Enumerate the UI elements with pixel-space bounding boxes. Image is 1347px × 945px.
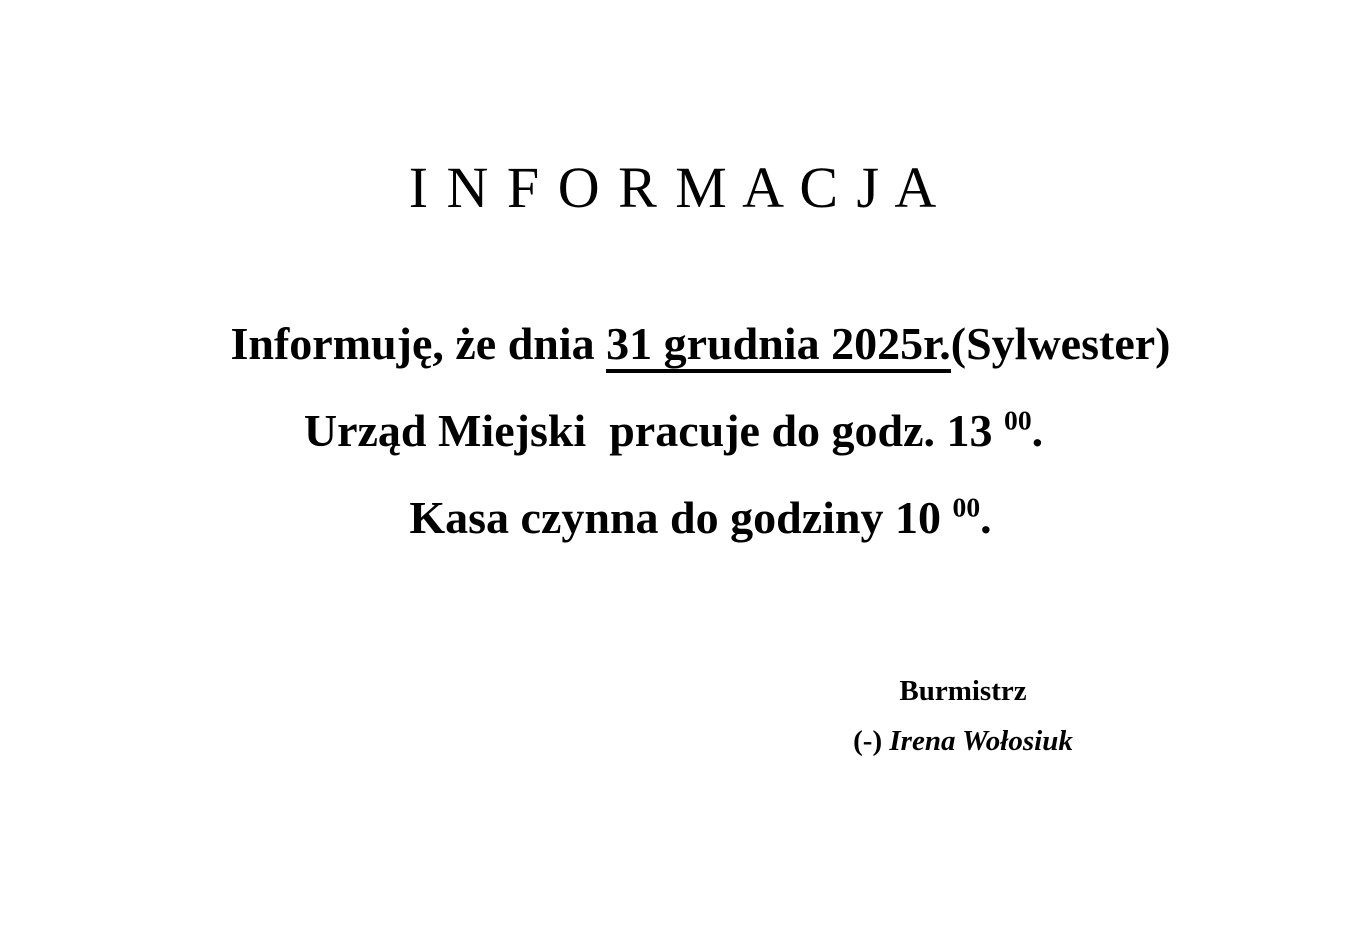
line2-text: Urząd Miejski pracuje do godz. 13 bbox=[303, 405, 1005, 456]
notice-line-1 bbox=[27, 300, 1347, 387]
line1-prefix: Informuję, że dnia bbox=[230, 318, 607, 369]
line1-suffix: (Sylwester) bbox=[950, 318, 1171, 369]
line2-period: . bbox=[1031, 405, 1044, 456]
line1-date-underlined: 31 grudnia 2025r. bbox=[606, 318, 951, 373]
notice-title: I N F O R M A C J A bbox=[408, 155, 939, 220]
signature-name-line bbox=[773, 723, 1153, 759]
signature-name: Irena Wołosiuk bbox=[889, 725, 1073, 757]
notice-line-3 bbox=[27, 474, 1347, 561]
notice-body bbox=[0, 300, 1347, 561]
signature-block bbox=[773, 673, 1153, 759]
signature-sign-prefix: (-) bbox=[853, 725, 890, 757]
signature-role: Burmistrz bbox=[899, 675, 1027, 707]
line3-text: Kasa czynna do godziny 10 bbox=[409, 492, 953, 543]
notice-line-2 bbox=[0, 387, 1347, 474]
line3-period: . bbox=[980, 492, 992, 543]
line3-superscript-hours: 00 bbox=[952, 491, 981, 523]
line2-superscript-hours: 00 bbox=[1004, 404, 1032, 436]
